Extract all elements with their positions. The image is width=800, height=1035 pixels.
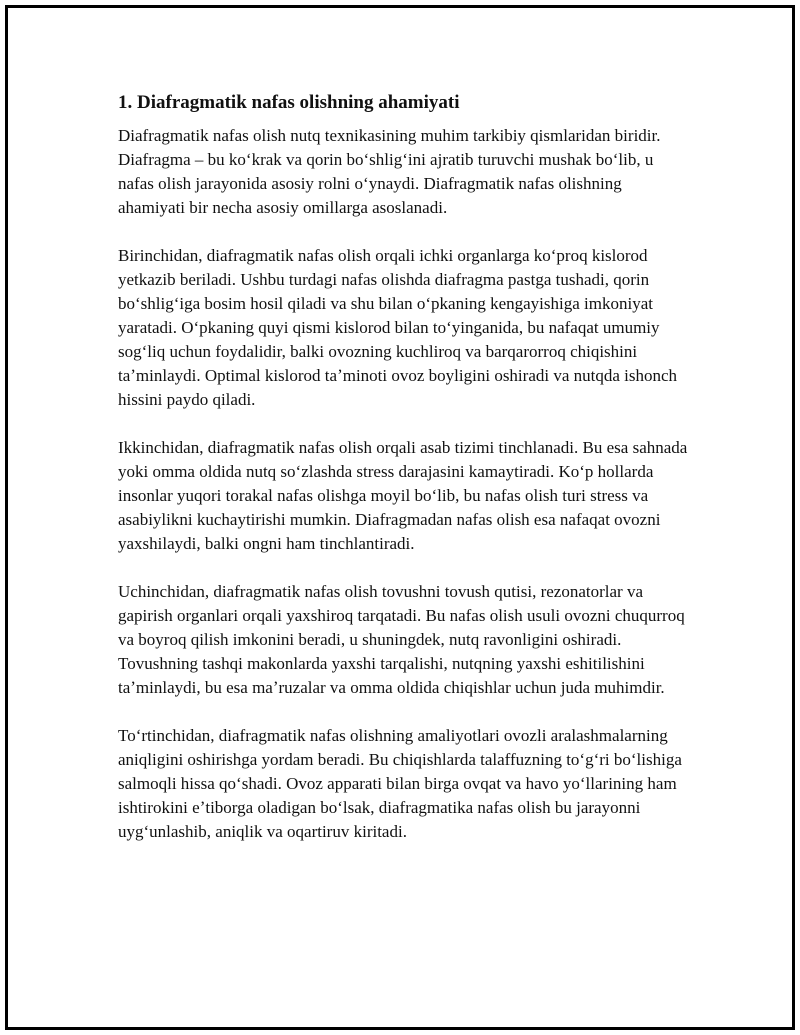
paragraph-third-point: Uchinchidan, diafragmatik nafas olish tovushni tovush qutisi, rezonatorlar va gapirish organlari orqali yaxshiroq tarqatadi. Bu nafas olish usuli ovozni chuqurroq va boyroq qilish imkonini beradi, u shuningdek, nutq ravonligini oshiradi. Tovushning tashqi makonlarda yaxshi tarqalishi, nutqning yaxshi eshitilishini taʼminlaydi, bu esa maʼruzalar va omma oldida chiqishlar uchun juda muhimdir. — [118, 582, 685, 697]
paragraph-first-point: Birinchidan, diafragmatik nafas olish orqali ichki organlarga koʻproq kislorod yetkazib beriladi. Ushbu turdagi nafas olishda diafragma pastga tushadi, qorin boʻshligʻiga bosim hosil qiladi va shu bilan oʻpkaning kengayishiga imkoniyat yaratadi. Oʻpkaning quyi qismi kislorod bilan toʻyinganida, bu nafaqat umumiy sogʻliq uchun foydalidir, balki ovozning kuchliroq va barqarorroq chiqishini taʼminlaydi. Optimal kislorod taʼminoti ovoz boyligini oshiradi va nutqda ishonch hissini paydo qiladi. — [118, 246, 678, 409]
paragraph-intro: Diafragmatik nafas olish nutq texnikasining muhim tarkibiy qismlaridan biridir. Diafragma – bu koʻkrak va qorin boʻshligʻini ajratib turuvchi mushak boʻlib, u nafas olish jarayonida asosiy rolni oʻynaydi. Diafragmatik nafas olishning ahamiyati bir necha asosiy omillarga asoslanadi. — [118, 126, 661, 217]
section-heading: 1. Diafragmatik nafas olishning ahamiyati — [118, 92, 460, 113]
paragraph-fourth-point: Toʻrtinchidan, diafragmatik nafas olishning amaliyotlari ovozli aralashmalarning aniqligini oshirishga yordam beradi. Bu chiqishlarda talaffuzning toʻgʻri boʻlishiga salmoqli hissa qoʻshadi. Ovoz apparati bilan birga ovqat va havo yoʻllarining ham ishtirokini eʼtiborga oladigan boʻlsak, diafragmatika nafas olish bu jarayonni uygʻunlashib, aniqlik va oqartiruv kiritadi. — [118, 726, 682, 841]
paragraph-second-point: Ikkinchidan, diafragmatik nafas olish orqali asab tizimi tinchlanadi. Bu esa sahnada yoki omma oldida nutq soʻzlashda stress darajasini kamaytiradi. Koʻp hollarda insonlar yuqori torakal nafas olishga moyil boʻlib, bu nafas olish turi stress va asabiylikni kuchaytirishi mumkin. Diafragmadan nafas olish esa nafaqat ovozni yaxshilaydi, balki ongni ham tinchlantiradi. — [118, 438, 688, 553]
document-body — [112, 90, 692, 868]
